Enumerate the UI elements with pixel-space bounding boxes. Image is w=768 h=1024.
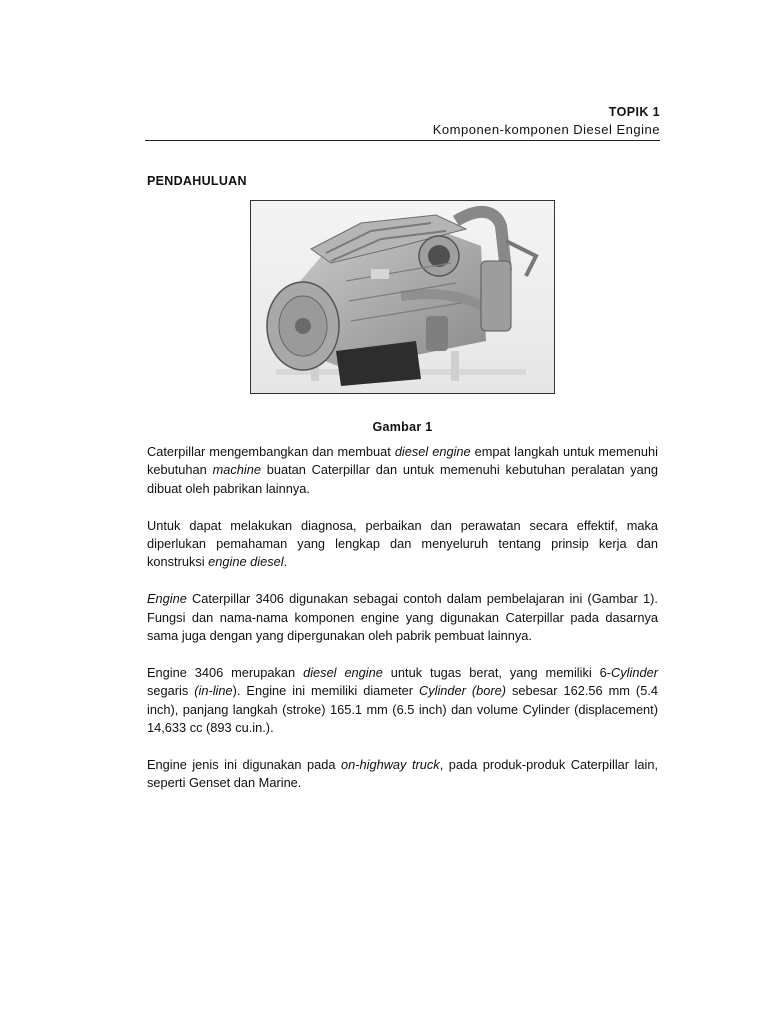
italic-term: Cylinder	[611, 664, 658, 680]
italic-term: machine	[212, 462, 261, 478]
text-run: Engine jenis ini digunakan pada	[147, 756, 341, 772]
header-divider	[145, 140, 660, 141]
italic-term: on-highway truck	[341, 756, 440, 772]
paragraph-3	[147, 590, 658, 645]
italic-term: engine diesel	[208, 554, 284, 570]
italic-term: diesel engine	[394, 444, 471, 459]
text-run: Caterpillar 3406 digunakan sebagai contoh dalam pembelajaran ini (Gambar 1). Fungsi dan nama-nama komponen engine yang digunakan Caterpillar pada dasarnya sama juga dengan yang dipergunakan oleh pabrik pembuat lainnya.	[147, 591, 658, 644]
text-run: ). Engine ini memiliki diameter	[232, 683, 419, 699]
paragraph-5	[147, 756, 658, 793]
text-run: Untuk dapat melakukan diagnosa, perbaikan dan perawatan secara effektif, maka diperlukan pemahaman yang lengkap dan menyeluruh tentang prinsip kerja dan konstruksi	[147, 517, 658, 570]
paragraph-2	[147, 517, 658, 572]
text-run: segaris	[147, 683, 195, 699]
text-run: sebesar 162.56 mm (5.4 inch), panjang langkah (stroke) 165.1 mm (6.5 inch) dan volume Cylinder (displacement) 14,633 cc (893 cu.in.).	[147, 683, 658, 736]
text-run: empat langkah untuk memenuhi kebutuhan	[147, 444, 659, 478]
text-run: .	[283, 554, 288, 570]
text-run: untuk tugas berat, yang memiliki 6-	[382, 664, 612, 680]
italic-term: Cylinder (bore)	[418, 683, 507, 699]
body-text	[147, 443, 658, 811]
figure-caption: Gambar 1	[372, 420, 433, 434]
paragraph-1	[147, 443, 658, 498]
text-run: buatan Caterpillar dan untuk memenuhi kebutuhan peralatan yang dibuat oleh pabrikan lainnya.	[147, 462, 658, 496]
section-title: PENDAHULUAN	[147, 174, 247, 188]
italic-term: diesel engine	[303, 664, 383, 680]
italic-term: (in-line	[194, 683, 233, 699]
paragraph-4	[147, 664, 658, 738]
topic-subtitle: Komponen-komponen Diesel Engine	[432, 122, 660, 137]
diesel-engine-photo-icon	[251, 201, 554, 393]
page-header	[145, 103, 660, 138]
italic-term: Engine	[147, 591, 187, 607]
text-run: , pada produk-produk Caterpillar lain, seperti Genset dan Marine.	[147, 756, 659, 791]
text-run: Caterpillar mengembangkan dan membuat	[147, 444, 395, 459]
engine-figure	[250, 200, 555, 394]
topic-label: TOPIK 1	[608, 105, 660, 119]
text-run: Engine 3406 merupakan	[147, 664, 304, 680]
